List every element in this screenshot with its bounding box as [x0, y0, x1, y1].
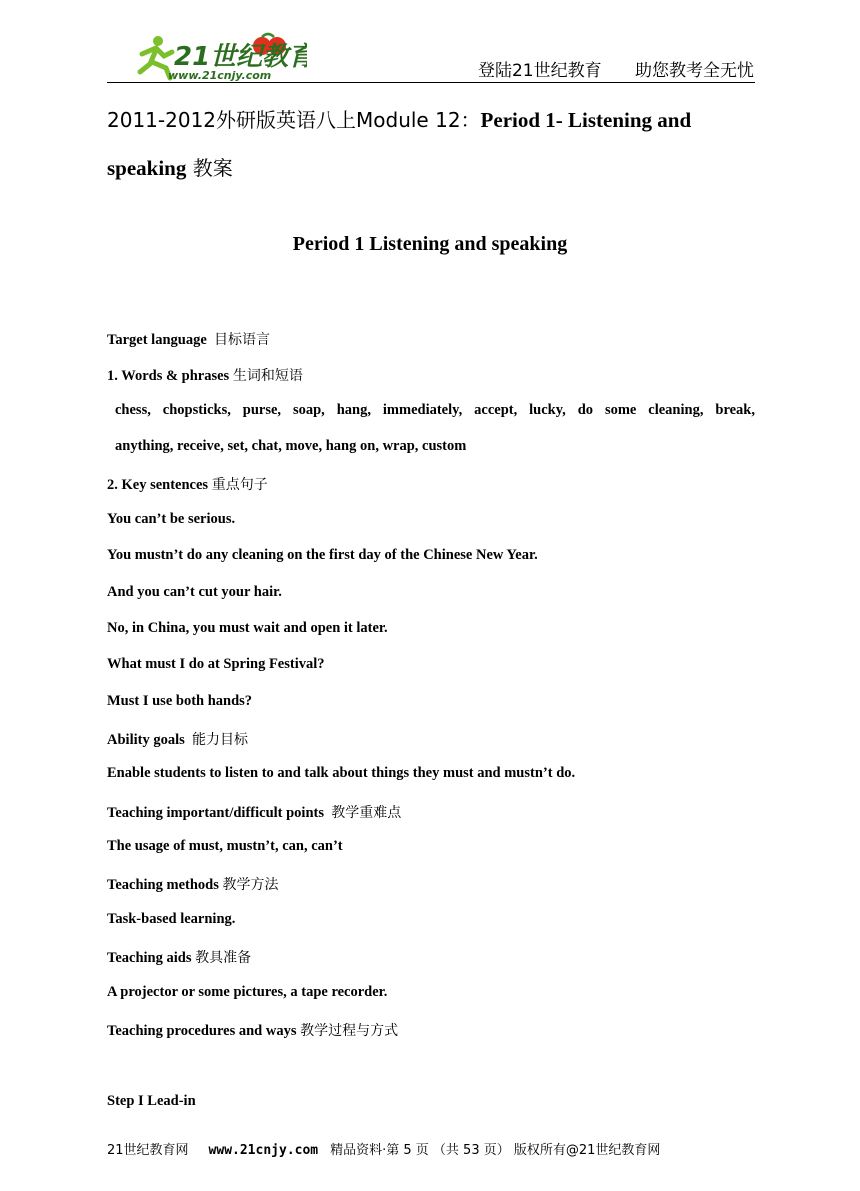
- logo-text: 21世纪教育: [174, 42, 307, 72]
- header-divider: [107, 82, 755, 83]
- sentence-1: You can’t be serious.: [107, 511, 236, 527]
- site-logo: [112, 32, 307, 82]
- sentence-2: You mustn’t do any cleaning on the first day of the Chinese New Year.: [107, 547, 538, 563]
- footer-url[interactable]: www.21cnjy.com: [208, 1143, 319, 1158]
- teaching-aids-text: A projector or some pictures, a tape recorder.: [107, 984, 388, 1000]
- slogan-right: 助您教考全无忧: [635, 61, 754, 81]
- teaching-aids-heading: Teaching aids 教具准备: [107, 950, 252, 966]
- sentence-3: And you can’t cut your hair.: [107, 584, 282, 600]
- words-heading: 1. Words & phrases 生词和短语: [107, 368, 303, 384]
- ability-goals-text: Enable students to listen to and talk about things they must and mustn’t do.: [107, 765, 576, 781]
- teaching-methods-heading: Teaching methods 教学方法: [107, 877, 279, 893]
- logo-url: www.21cnjy.com: [168, 69, 272, 82]
- sentence-5: What must I do at Spring Festival?: [107, 656, 325, 672]
- page-footer: [107, 1139, 660, 1158]
- slogan-left: 登陆21世纪教育: [477, 61, 602, 81]
- target-language-heading: Target language 目标语言: [107, 332, 271, 348]
- section-subtitle: Period 1 Listening and speaking: [292, 233, 568, 255]
- words-list-line-2: anything, receive, set, chat, move, hang on, wrap, custom: [115, 438, 467, 454]
- sentence-6: Must I use both hands?: [107, 693, 253, 709]
- procedures-heading: Teaching procedures and ways 教学过程与方式: [107, 1023, 399, 1039]
- footer-page-info: 精品资料·第 5 页 （共 53 页） 版权所有@21世纪教育网: [330, 1143, 661, 1158]
- title-part-en: Period 1- Listening and speaking: [107, 108, 692, 180]
- teaching-points-heading: Teaching important/difficult points 教学重难点: [107, 805, 402, 821]
- footer-site: 21世纪教育网: [107, 1143, 189, 1158]
- document-title: [107, 96, 755, 192]
- teaching-methods-text: Task-based learning.: [107, 911, 236, 927]
- sentence-4: No, in China, you must wait and open it later.: [107, 620, 388, 636]
- teaching-points-text: The usage of must, mustn’t, can, can’t: [107, 838, 343, 854]
- title-part-tail: 教案: [186, 156, 233, 180]
- words-list-line-1: chess, chopsticks, purse, soap, hang, immediately, accept, lucky, do some cleaning, break,: [115, 402, 755, 418]
- step-1-heading: Step I Lead-in: [107, 1093, 196, 1109]
- header-slogans: [450, 56, 754, 81]
- key-sentences-heading: 2. Key sentences 重点句子: [107, 477, 268, 493]
- ability-goals-heading: Ability goals 能力目标: [107, 732, 248, 748]
- title-part-cn: 2011-2012外研版英语八上Module 12：: [107, 108, 481, 132]
